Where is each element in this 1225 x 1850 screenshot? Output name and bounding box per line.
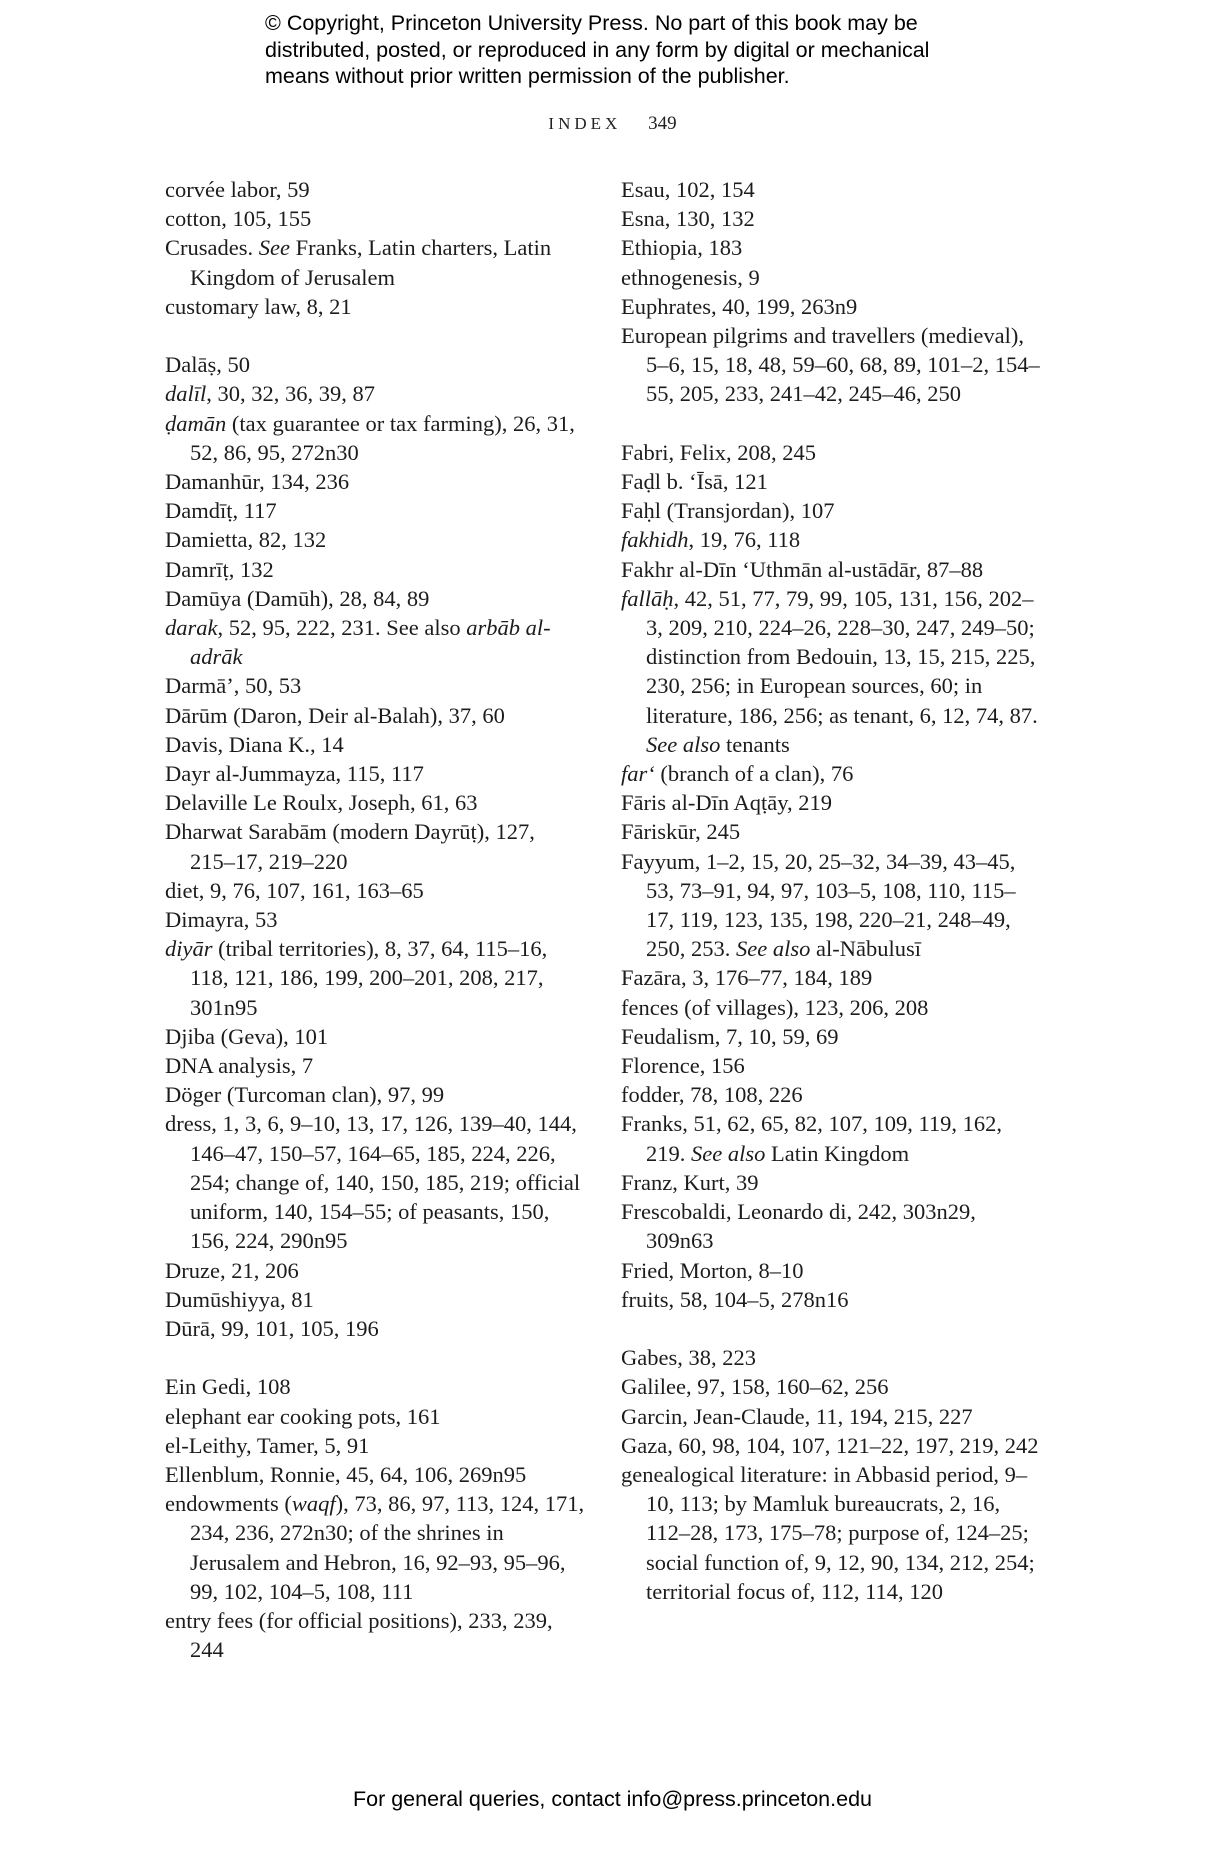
index-entry [621,1197,1041,1255]
index-entry [165,1606,585,1664]
index-entry [621,1256,1041,1285]
index-entry [621,788,1041,817]
index-entry-italic-text: darak [165,615,218,641]
index-entry [165,1109,585,1255]
index-entry [165,1080,585,1109]
index-entry [621,1343,1041,1372]
copyright-notice [265,10,1025,90]
index-entry-text: Franks, 51, 62, 65, 82, 107, 109, 119, 162, 219. [621,1111,1003,1166]
index-entry [165,730,585,759]
index-entry [165,1256,585,1285]
index-entry [165,788,585,817]
page-number: 349 [648,113,677,134]
index-entry [165,701,585,730]
index-entry-text: Esau, 102, 154 [621,177,755,202]
index-entry [621,759,1041,788]
index-entry-text: Druze, 21, 206 [165,1257,299,1283]
index-entry-text: fruits, 58, 104–5, 278n16 [621,1286,849,1312]
index-entry-text: European pilgrims and travellers (medieval), 5–6, 15, 18, 48, 59–60, 68, 89, 101–2, 154–55, 205, 233, 241–42, 245–46, 250 [621,323,1040,407]
index-entry-italic-text: See [258,235,290,261]
index-entry-text: al-Nābulusī [810,936,921,962]
index-entry-text: Fried, Morton, 8–10 [621,1257,804,1283]
index-entry-text: Fayyum, 1–2, 15, 20, 25–32, 34–39, 43–45, 53, 73–91, 94, 97, 103–5, 108, 110, 115–17, 119, 123, 135, 198, 220–21, 248–49, 250, 253. [621,848,1016,962]
index-entry-text: Crusades. [165,235,259,261]
index-entry-text: fences (of villages), 123, 206, 208 [621,994,929,1020]
index-entry [621,1372,1041,1401]
index-entry [621,525,1041,554]
index-entry-italic-text: fallāḥ [621,585,674,611]
index-entry [165,525,585,554]
index-entry-text: Damūya (Damūh), 28, 84, 89 [165,585,430,611]
index-entry-text: Fazāra, 3, 176–77, 184, 189 [621,965,873,991]
running-head [0,113,1225,135]
index-entry [621,263,1041,292]
index-entry-italic-text: See also [691,1140,766,1166]
index-entry-text: cotton, 105, 155 [165,206,312,232]
index-entry [621,847,1041,964]
index-entry [165,1022,585,1051]
index-entry [621,1022,1041,1051]
index-entry [621,438,1041,467]
index-entry-text: customary law, 8, 21 [165,293,352,319]
index-column-left [165,175,585,1664]
index-entry [621,175,1041,204]
index-entry [165,350,585,379]
index-entry-text: Dimayra, 53 [165,907,278,933]
index-entry [621,1402,1041,1431]
index-entry-text: endowments ( [165,1491,292,1517]
index-entry [165,876,585,905]
index-entry-text: fodder, 78, 108, 226 [621,1082,803,1108]
index-entry-text: ethnogenesis, 9 [621,264,760,290]
index-entry-text: ), 73, 86, 97, 113, 124, 171, 234, 236, 272n30; of the shrines in Jerusalem and Hebron, 16, 92–93, 95–96, 99, 102, 104–5, 108, 111 [190,1491,585,1604]
copyright-line: © Copyright, Princeton University Press. No part of this book may be [265,11,918,35]
index-entry-text: Fāris al-Dīn Aqṭāy, 219 [621,790,833,816]
index-entry-text: Döger (Turcoman clan), 97, 99 [165,1082,445,1108]
index-entry-text: Damanhūr, 134, 236 [165,469,350,495]
index-entry-italic-text: ḍamān [165,410,227,436]
index-entry-italic-text: diyār [165,936,213,962]
index-entry-text: Faḍl b. ‘Īsā, 121 [621,469,768,495]
index-entry [165,1460,585,1489]
index-entry [165,1431,585,1460]
index-entry [165,1402,585,1431]
index-entry-text: Ellenblum, Ronnie, 45, 64, 106, 269n95 [165,1461,527,1487]
index-entry-text: Faḥl (Transjordan), 107 [621,498,835,524]
letter-group-spacer [165,1343,585,1372]
index-entry-text: Djiba (Geva), 101 [165,1023,329,1049]
index-entry-text: , 19, 76, 118 [688,527,801,553]
letter-group-spacer [621,409,1041,438]
index-entry-text: Garcin, Jean-Claude, 11, 194, 215, 227 [621,1403,973,1429]
index-entry-text: entry fees (for official positions), 233, 239, 244 [165,1607,553,1663]
index-entry-text: Latin Kingdom [765,1140,910,1166]
index-entry-text: dress, 1, 3, 6, 9–10, 13, 17, 126, 139–40, 144, 146–47, 150–57, 164–65, 185, 224, 226, 254; change of, 140, 150, 185, 219; official uniform, 140, 154–55; of peasants, 150, 156, 224, 290n95 [165,1111,581,1254]
index-entry-text: Feudalism, 7, 10, 59, 69 [621,1023,839,1049]
index-entry-text: el-Leithy, Tamer, 5, 91 [165,1432,370,1458]
index-entry [621,1285,1041,1314]
index-entry-text: , 52, 95, 222, 231. See also [217,615,467,641]
index-entry-italic-text: arbāb al-adrāk [190,615,551,670]
index-entry-italic-text: dalīl [165,381,207,407]
index-entry [621,233,1041,262]
index-entry-text: Franks, Latin charters, Latin Kingdom of Jerusalem [190,235,552,290]
copyright-line: means without prior written permission of the publisher. [265,64,790,88]
index-entry [621,584,1041,759]
index-entry [621,1051,1041,1080]
index-entry [165,292,585,321]
index-entry [621,496,1041,525]
index-entry [165,759,585,788]
index-entry-text: Damietta, 82, 132 [165,527,327,553]
index-entry-italic-text: far‘ [621,761,655,787]
index-entry [621,1431,1041,1460]
index-entry-text: DNA analysis, 7 [165,1053,314,1079]
index-entry-text: Euphrates, 40, 199, 263n9 [621,293,858,319]
index-entry [621,467,1041,496]
index-entry [165,817,585,875]
index-entry-text: Dalāṣ, 50 [165,352,250,378]
index-entry-text: genealogical literature: in Abbasid period, 9–10, 113; by Mamluk bureaucrats, 2, 16, 112–28, 173, 175–78; purpose of, 124–25; social function of, 9, 12, 90, 134, 212, 254; territorial focus of, 112, 114, 120 [621,1461,1035,1604]
index-entry-text: Frescobaldi, Leonardo di, 242, 303n29, 309n63 [621,1199,976,1254]
index-entry-text: Fāriskūr, 245 [621,819,741,845]
index-entry-text: Damrīṭ, 132 [165,556,274,582]
index-entry-text: Florence, 156 [621,1053,745,1079]
index-entry-text: Galilee, 97, 158, 160–62, 256 [621,1374,889,1400]
index-entry-text: , 30, 32, 36, 39, 87 [206,381,376,407]
index-entry [165,1285,585,1314]
index-entry [165,905,585,934]
index-entry [165,175,585,204]
letter-group-spacer [621,1314,1041,1343]
index-entry-text: Franz, Kurt, 39 [621,1169,759,1195]
index-entry [165,204,585,233]
index-entry-text: Fakhr al-Dīn ‘Uthmān al-ustādār, 87–88 [621,556,984,582]
index-entry-text: (branch of a clan), 76 [654,761,854,787]
index-entry-text: corvée labor, 59 [165,177,310,202]
index-entry-italic-text: See also [736,936,811,962]
index-entry-text: Fabri, Felix, 208, 245 [621,439,816,465]
index-entry [621,1460,1041,1606]
index-entry-text: Delaville Le Roulx, Joseph, 61, 63 [165,790,478,816]
index-entry-text: , 42, 51, 77, 79, 99, 105, 131, 156, 202–3, 209, 210, 224–26, 228–30, 247, 249–50; distinction from Bedouin, 13, 15, 215, 225, 230, 256; in European sources, 60; in literature, 186, 256; as tenant, 6, 12, 74, 87. [646,585,1038,728]
footer-contact: For general queries, contact info@press.princeton.edu [352,1787,872,1811]
index-column-right [621,175,1041,1606]
index-entry-text: Dumūshiyya, 81 [165,1286,314,1312]
index-entry-text: Ein Gedi, 108 [165,1374,291,1400]
index-entry-italic-text: See also [646,731,721,757]
index-entry-text: Esna, 130, 132 [621,206,755,232]
index-entry [165,613,585,671]
index-entry-text: Damdīṭ, 117 [165,498,277,524]
index-entry [165,1314,585,1343]
index-entry [165,467,585,496]
index-entry-text: Davis, Diana K., 14 [165,731,344,757]
index-entry-italic-text: fakhidh [621,527,689,553]
index-entry-text: elephant ear cooking pots, 161 [165,1403,441,1429]
running-head-title: INDEX [548,114,622,133]
index-entry [621,1080,1041,1109]
index-entry [621,321,1041,409]
index-entry-text: Gaza, 60, 98, 104, 107, 121–22, 197, 219, 242 [621,1432,1039,1458]
index-entry [165,671,585,700]
index-entry [165,496,585,525]
index-entry-text: (tribal territories), 8, 37, 64, 115–16, 118, 121, 186, 199, 200–201, 208, 217, 301n95 [190,936,548,1020]
letter-group-spacer [165,321,585,350]
index-entry-text: tenants [720,731,790,757]
index-entry [621,555,1041,584]
index-entry-italic-text: waqf [291,1491,336,1517]
index-entry [165,1372,585,1401]
index-entry-text: Dayr al-Jummayza, 115, 117 [165,761,424,787]
index-entry [621,292,1041,321]
index-entry-text: (tax guarantee or tax farming), 26, 31, 52, 86, 95, 272n30 [190,410,575,465]
index-entry [621,1168,1041,1197]
index-entry [165,1489,585,1606]
index-entry [165,379,585,408]
index-entry [165,233,585,291]
index-entry [621,1109,1041,1167]
index-entry [621,204,1041,233]
index-entry [621,817,1041,846]
index-entry-text: diet, 9, 76, 107, 161, 163–65 [165,877,424,903]
index-entry [165,409,585,467]
copyright-line: distributed, posted, or reproduced in any form by digital or mechanical [265,37,930,62]
index-entry-text: Dārūm (Daron, Deir al-Balah), 37, 60 [165,702,505,728]
index-entry [621,993,1041,1022]
index-entry-text: Dharwat Sarabām (modern Dayrūṭ), 127, 215–17, 219–220 [165,819,535,874]
index-entry-text: Gabes, 38, 223 [621,1345,756,1371]
index-entry-text: Darmā’, 50, 53 [165,673,302,699]
index-entry [165,555,585,584]
index-entry-text: Ethiopia, 183 [621,235,743,261]
index-entry [165,584,585,613]
index-entry-text: Dūrā, 99, 101, 105, 196 [165,1315,379,1341]
index-entry [165,934,585,1022]
index-entry [621,963,1041,992]
index-entry [165,1051,585,1080]
